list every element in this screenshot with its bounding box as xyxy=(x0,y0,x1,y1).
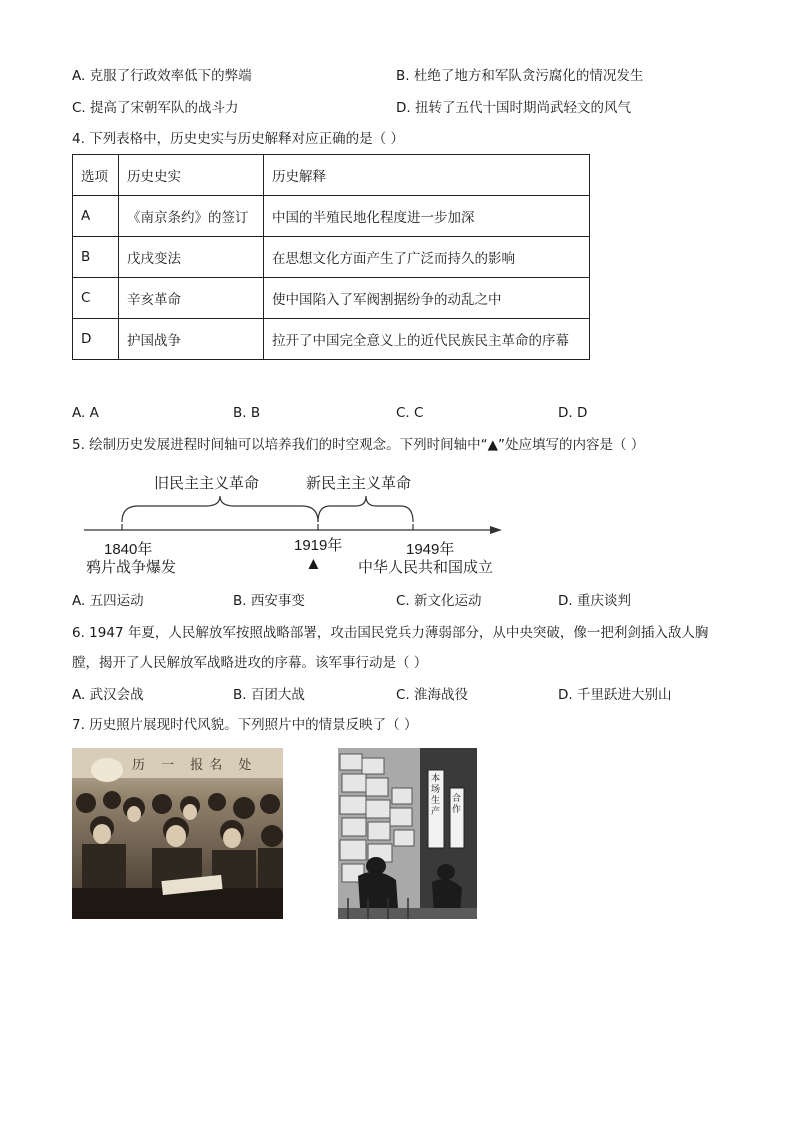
photo-registration-crowd xyxy=(72,748,283,919)
photo2-sign-2: 合作 xyxy=(452,794,462,815)
table-cell: 戊戌变法 xyxy=(119,237,264,278)
year-1949: 1949年 xyxy=(406,541,455,558)
year-1919: 1919年 xyxy=(294,537,343,554)
q6-option-d[interactable]: D. 千里跃进大别山 xyxy=(558,687,672,703)
table-cell: 中国的半殖民地化程度进一步加深 xyxy=(264,196,590,237)
table-cell: 在思想文化方面产生了广泛而持久的影响 xyxy=(264,237,590,278)
q4-table xyxy=(72,154,590,360)
period-brace-new xyxy=(318,496,413,522)
table-cell: B xyxy=(73,237,119,278)
table-cell: 辛亥革命 xyxy=(119,278,264,319)
q3-option-d[interactable]: D. 扭转了五代十国时期尚武轻文的风气 xyxy=(396,100,631,116)
table-row xyxy=(73,196,590,237)
table-header-cell: 选项 xyxy=(73,155,119,196)
q6-option-c[interactable]: C. 淮海战役 xyxy=(396,687,469,703)
table-row xyxy=(73,278,590,319)
q4-option-c[interactable]: C. C xyxy=(396,405,424,421)
q5-option-d[interactable]: D. 重庆谈判 xyxy=(558,593,631,609)
period-label-old: 旧民主主义革命 xyxy=(154,475,260,492)
table-header-cell: 历史史实 xyxy=(119,155,264,196)
event-1949: 中华人民共和国成立 xyxy=(358,559,494,576)
q6-option-a[interactable]: A. 武汉会战 xyxy=(72,687,144,703)
table-cell: D xyxy=(73,319,119,360)
q6-stem-line2: 膛，揭开了人民解放军战略进攻的序幕。该军事行动是（ ） xyxy=(72,655,428,671)
photo-registration-image xyxy=(72,748,283,919)
q5-option-c[interactable]: C. 新文化运动 xyxy=(396,593,482,609)
table-cell: A xyxy=(73,196,119,237)
photo-cooperative-image xyxy=(338,748,477,919)
q4-stem: 4. 下列表格中，历史史实与历史解释对应正确的是（ ） xyxy=(72,131,404,147)
q5-option-a[interactable]: A. 五四运动 xyxy=(72,593,144,609)
table-cell: C xyxy=(73,278,119,319)
q5-option-b[interactable]: B. 西安事变 xyxy=(233,593,305,609)
q3-option-b[interactable]: B. 杜绝了地方和军队贪污腐化的情况发生 xyxy=(396,68,644,84)
table-header-row xyxy=(73,155,590,196)
photo2-sign-1: 本场生产 xyxy=(431,774,441,817)
table-cell: 护国战争 xyxy=(119,319,264,360)
table-header-cell: 历史解释 xyxy=(264,155,590,196)
photo1-banner-text: 历 一 报名 处 xyxy=(132,758,258,773)
q4-option-a[interactable]: A. A xyxy=(72,405,99,421)
period-label-new: 新民主主义革命 xyxy=(306,475,412,492)
q7-stem: 7. 历史照片展现时代风貌。下列照片中的情景反映了（ ） xyxy=(72,717,418,733)
q5-stem: 5. 绘制历史发展进程时间轴可以培养我们的时空观念。下列时间轴中“▲”处应填写的内容是（ ） xyxy=(72,437,645,453)
q3-option-c[interactable]: C. 提高了宋朝军队的战斗力 xyxy=(72,100,239,116)
year-1840: 1840年 xyxy=(104,541,153,558)
q4-option-d[interactable]: D. D xyxy=(558,405,588,421)
table-cell: 《南京条约》的签订 xyxy=(119,196,264,237)
table-row xyxy=(73,319,590,360)
table-cell: 使中国陷入了军阀割据纷争的动乱之中 xyxy=(264,278,590,319)
q6-stem-line1: 6. 1947 年夏，人民解放军按照战略部署，攻击国民党兵力薄弱部分，从中央突破，像一把利剑插入敌人胸 xyxy=(72,625,709,641)
table-cell: 拉开了中国完全意义上的近代民族民主革命的序幕 xyxy=(264,319,590,360)
q6-option-b[interactable]: B. 百团大战 xyxy=(233,687,305,703)
timeline-arrow-icon xyxy=(490,526,502,534)
event-1840: 鸦片战争爆发 xyxy=(86,559,177,576)
blank-marker-icon: ▲ xyxy=(305,554,322,573)
photo-cooperative-work xyxy=(338,748,477,919)
period-brace-old xyxy=(122,496,318,522)
table-row xyxy=(73,237,590,278)
timeline-diagram xyxy=(80,468,510,580)
q3-option-a[interactable]: A. 克服了行政效率低下的弊端 xyxy=(72,68,252,84)
q4-option-b[interactable]: B. B xyxy=(233,405,261,421)
